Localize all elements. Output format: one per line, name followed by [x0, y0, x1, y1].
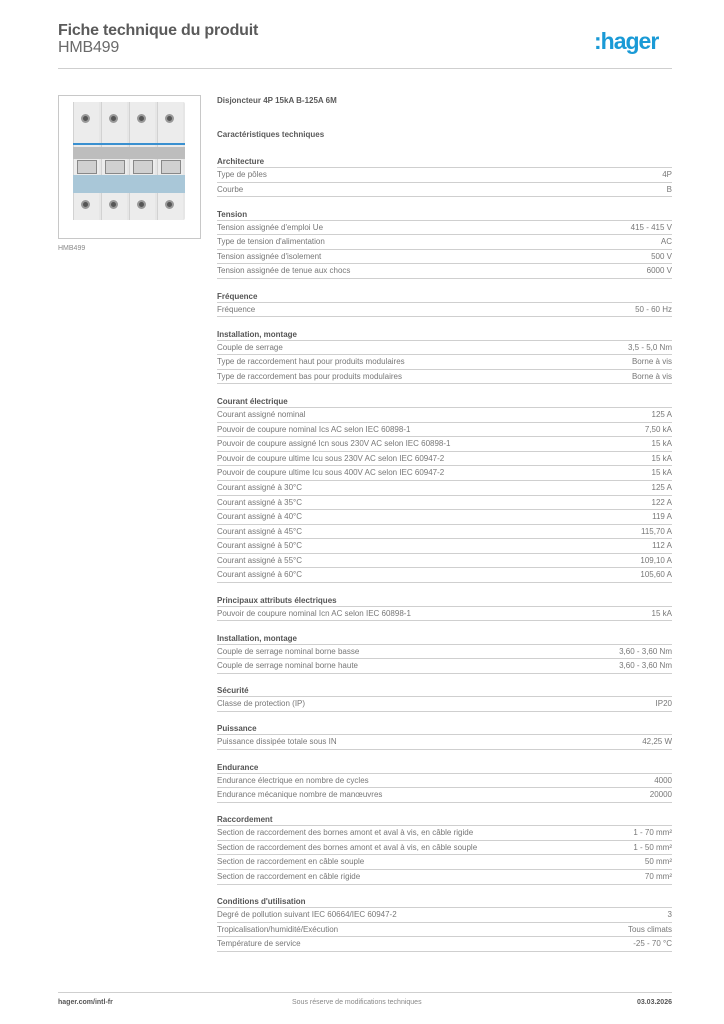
spec-label: Pouvoir de coupure ultime Icu sous 230V AC selon IEC 60947-2 — [217, 453, 445, 463]
spec-group — [217, 594, 672, 622]
spec-label: Type de raccordement bas pour produits modulaires — [217, 371, 402, 381]
spec-value: B — [666, 184, 672, 194]
spec-group-title: Installation, montage — [217, 632, 672, 645]
spec-value: 50 mm² — [644, 857, 672, 867]
spec-group-title: Installation, montage — [217, 328, 672, 341]
spec-label: Température de service — [217, 939, 301, 949]
breaker-illustration — [67, 102, 193, 232]
spec-label: Courant assigné nominal — [217, 409, 306, 419]
spec-value: 109,10 A — [640, 555, 672, 565]
section-title: Caractéristiques techniques — [217, 130, 325, 139]
spec-value: 42,25 W — [642, 737, 672, 747]
spec-label: Couple de serrage nominal borne haute — [217, 661, 358, 671]
spec-group — [217, 395, 672, 583]
footer-divider — [58, 992, 672, 993]
spec-value: 115,70 A — [641, 526, 672, 536]
spec-value: 20000 — [649, 790, 672, 800]
spec-group-title: Architecture — [217, 155, 672, 168]
spec-value: 3,60 - 3,60 Nm — [619, 646, 672, 656]
spec-label: Couple de serrage nominal borne basse — [217, 646, 360, 656]
spec-row — [217, 510, 672, 525]
spec-row — [217, 841, 672, 856]
spec-group — [217, 155, 672, 197]
spec-label: Courant assigné à 55°C — [217, 555, 303, 565]
spec-row — [217, 481, 672, 496]
spec-label: Courant assigné à 30°C — [217, 482, 303, 492]
spec-value: 15 kA — [651, 468, 672, 478]
spec-row — [217, 923, 672, 938]
spec-value: 70 mm² — [644, 872, 672, 881]
spec-label: Puissance dissipée totale sous IN — [217, 737, 337, 747]
spec-value: 105,60 A — [640, 570, 672, 580]
spec-group-title: Tension — [217, 208, 672, 221]
spec-row — [217, 452, 672, 467]
spec-value: 15 kA — [651, 453, 672, 463]
spec-group — [217, 208, 672, 279]
spec-group-title: Sécurité — [217, 684, 672, 697]
spec-row — [217, 168, 672, 183]
spec-row — [217, 221, 672, 236]
spec-row — [217, 568, 672, 583]
spec-label: Pouvoir de coupure ultime Icu sous 400V AC selon IEC 60947-2 — [217, 468, 445, 478]
footer-website-link[interactable]: hager.com/intl-fr — [58, 999, 113, 1006]
spec-value: Borne à vis — [631, 371, 672, 381]
spec-row — [217, 341, 672, 356]
spec-value: 125 A — [651, 482, 672, 492]
spec-row — [217, 855, 672, 870]
spec-value: 7,50 kA — [644, 424, 672, 434]
spec-row — [217, 437, 672, 452]
spec-value: 1 - 70 mm² — [633, 828, 672, 838]
spec-row — [217, 659, 672, 674]
spec-label: Courant assigné à 50°C — [217, 541, 303, 551]
spec-label: Pouvoir de coupure nominal Ics AC selon IEC 60898-1 — [217, 424, 411, 434]
spec-group-title: Raccordement — [217, 813, 672, 826]
spec-group-title: Puissance — [217, 722, 672, 735]
product-name: Disjoncteur 4P 15kA B-125A 6M — [217, 96, 337, 105]
spec-value: AC — [660, 237, 672, 247]
spec-label: Courbe — [217, 184, 244, 194]
spec-group-title: Principaux attributs électriques — [217, 594, 672, 607]
spec-label: Type de tension d'alimentation — [217, 237, 325, 247]
spec-label: Courant assigné à 60°C — [217, 570, 303, 580]
spec-row — [217, 735, 672, 750]
spec-value: 125 A — [651, 409, 672, 419]
spec-row — [217, 525, 672, 540]
spec-label: Section de raccordement des bornes amont et aval à vis, en câble rigide — [217, 828, 474, 838]
spec-row — [217, 408, 672, 423]
spec-label: Courant assigné à 35°C — [217, 497, 303, 507]
spec-label: Endurance mécanique nombre de manœuvres — [217, 790, 383, 800]
spec-groups — [217, 155, 672, 962]
spec-value: 4000 — [654, 775, 672, 785]
spec-value: 3,60 - 3,60 Nm — [619, 661, 672, 671]
spec-label: Pouvoir de coupure nominal Icn AC selon IEC 60898-1 — [217, 608, 411, 618]
spec-label: Type de raccordement haut pour produits modulaires — [217, 357, 405, 367]
spec-row — [217, 697, 672, 712]
spec-group — [217, 895, 672, 952]
footer-disclaimer: Sous réserve de modifications techniques — [292, 999, 422, 1006]
spec-row — [217, 370, 672, 385]
spec-label: Classe de protection (IP) — [217, 699, 306, 709]
spec-row — [217, 235, 672, 250]
spec-label: Pouvoir de coupure assigné Icn sous 230V AC selon IEC 60898-1 — [217, 439, 451, 449]
spec-label: Section de raccordement en câble rigide — [217, 872, 361, 881]
spec-group-title: Courant électrique — [217, 395, 672, 408]
spec-value: 50 - 60 Hz — [635, 304, 672, 314]
spec-value: 415 - 415 V — [630, 222, 672, 232]
spec-row — [217, 554, 672, 569]
spec-value: Borne à vis — [631, 357, 672, 367]
spec-group-title: Conditions d'utilisation — [217, 895, 672, 908]
spec-label: Type de pôles — [217, 170, 267, 179]
spec-label: Tropicalisation/humidité/Exécution — [217, 924, 339, 934]
spec-group — [217, 761, 672, 803]
spec-group — [217, 813, 672, 884]
spec-row — [217, 496, 672, 511]
spec-label: Fréquence — [217, 304, 256, 314]
footer-date: 03.03.2026 — [636, 999, 672, 1006]
spec-group — [217, 722, 672, 750]
spec-value: -25 - 70 °C — [633, 939, 672, 949]
spec-value: IP20 — [655, 699, 672, 709]
spec-group — [217, 328, 672, 385]
product-code: HMB499 — [58, 39, 120, 56]
spec-row — [217, 423, 672, 438]
spec-value: Tous climats — [627, 924, 672, 934]
spec-row — [217, 250, 672, 265]
spec-row — [217, 303, 672, 318]
spec-row — [217, 355, 672, 370]
spec-value: 3 — [667, 910, 672, 920]
spec-label: Tension assignée d'isolement — [217, 251, 322, 261]
product-image-caption: HMB499 — [58, 245, 86, 252]
spec-value: 122 A — [651, 497, 672, 507]
spec-value: 15 kA — [651, 608, 672, 618]
hager-logo: :hager — [594, 28, 659, 54]
spec-label: Section de raccordement en câble souple — [217, 857, 365, 867]
spec-label: Courant assigné à 40°C — [217, 512, 303, 522]
spec-row — [217, 264, 672, 279]
spec-row — [217, 870, 672, 885]
spec-label: Tension assignée d'emploi Ue — [217, 222, 324, 232]
spec-value: 4P — [662, 170, 672, 179]
header-divider — [58, 68, 672, 69]
spec-value: 1 - 50 mm² — [633, 842, 672, 852]
page-title: Fiche technique du produit — [58, 22, 259, 39]
spec-row — [217, 645, 672, 660]
spec-group — [217, 684, 672, 712]
spec-label: Couple de serrage — [217, 342, 283, 352]
spec-row — [217, 788, 672, 803]
spec-group — [217, 632, 672, 674]
spec-row — [217, 937, 672, 952]
spec-row — [217, 826, 672, 841]
spec-group-title: Endurance — [217, 761, 672, 774]
product-image — [58, 95, 201, 239]
spec-value: 112 A — [652, 541, 672, 551]
spec-group-title: Fréquence — [217, 290, 672, 303]
spec-group — [217, 290, 672, 318]
spec-value: 3,5 - 5,0 Nm — [627, 342, 672, 352]
spec-value: 119 A — [652, 512, 672, 522]
spec-row — [217, 183, 672, 198]
spec-value: 6000 V — [646, 266, 672, 276]
spec-row — [217, 908, 672, 923]
spec-row — [217, 466, 672, 481]
spec-row — [217, 774, 672, 789]
spec-value: 500 V — [651, 251, 672, 261]
spec-label: Endurance électrique en nombre de cycles — [217, 775, 369, 785]
spec-row — [217, 607, 672, 622]
spec-value: 15 kA — [651, 439, 672, 449]
spec-row — [217, 539, 672, 554]
spec-label: Section de raccordement des bornes amont et aval à vis, en câble souple — [217, 842, 478, 852]
spec-label: Courant assigné à 45°C — [217, 526, 303, 536]
spec-label: Tension assignée de tenue aux chocs — [217, 266, 351, 276]
spec-label: Degré de pollution suivant IEC 60664/IEC 60947-2 — [217, 910, 397, 920]
